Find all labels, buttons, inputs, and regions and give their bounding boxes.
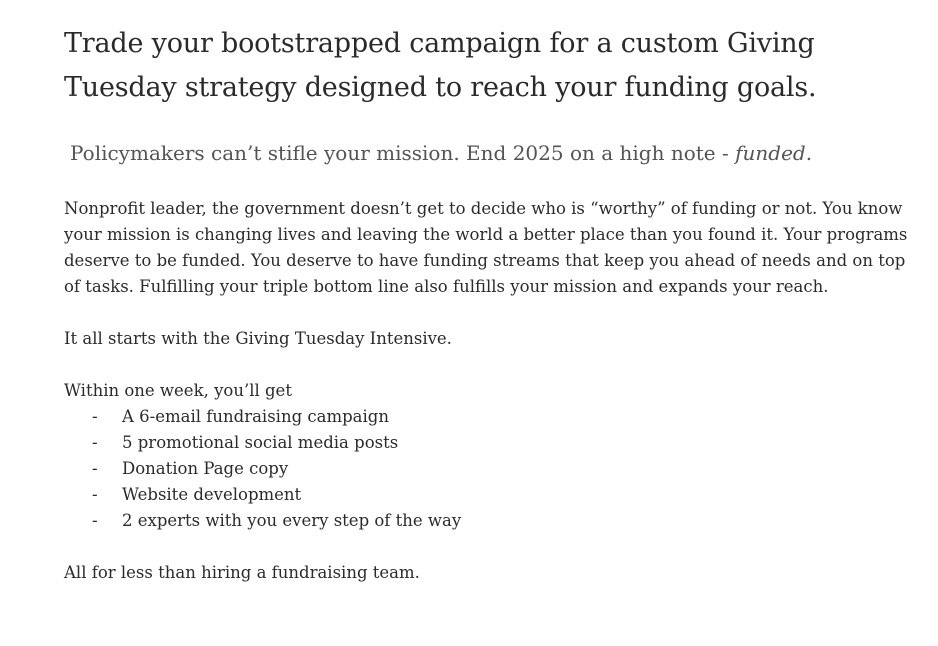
list-item-label: 5 promotional social media posts <box>122 433 399 452</box>
deliverables-list <box>64 404 914 534</box>
list-item <box>64 508 914 534</box>
subhead-suffix: . <box>805 141 813 165</box>
subhead-text: Policymakers can’t stifle your mission. End 2025 on a high note - <box>70 141 736 165</box>
body-copy <box>64 196 914 586</box>
list-item-label: Website development <box>122 485 302 504</box>
paragraph-spacer <box>64 534 914 560</box>
subhead-emphasis: funded <box>735 141 806 165</box>
list-item <box>64 430 914 456</box>
intro-paragraph: Nonprofit leader, the government doesn’t get to decide who is “worthy” of funding or not. You know your mission is changing lives and leaving the world a better place than you found it. Your programs deserve to be funded. You deserve to have funding streams that keep you ahead of needs and on top of tasks. Fulfilling your triple bottom line also fulfills your mission and expands your reach. <box>64 199 908 296</box>
list-intro: Within one week, you’ll get <box>64 381 292 400</box>
paragraph-spacer <box>64 352 914 378</box>
bullet-dash: - <box>92 433 98 452</box>
bullet-dash: - <box>92 459 98 478</box>
list-item <box>64 456 914 482</box>
list-item <box>64 482 914 508</box>
list-item-label: 2 experts with you every step of the way <box>122 511 462 530</box>
page-headline: Trade your bootstrapped campaign for a custom Giving Tuesday strategy designed to reach your funding goals. <box>64 28 817 103</box>
bullet-dash: - <box>92 407 98 426</box>
list-item-label: Donation Page copy <box>122 459 289 478</box>
bullet-dash: - <box>92 485 98 504</box>
page-content <box>64 0 914 586</box>
closing-line: All for less than hiring a fundraising team. <box>64 563 420 582</box>
list-item <box>64 404 914 430</box>
intensive-line: It all starts with the Giving Tuesday Intensive. <box>64 329 452 348</box>
page-subheadline <box>64 110 914 169</box>
list-item-label: A 6-email fundraising campaign <box>122 407 389 426</box>
bullet-dash: - <box>92 511 98 530</box>
paragraph-spacer <box>64 300 914 326</box>
